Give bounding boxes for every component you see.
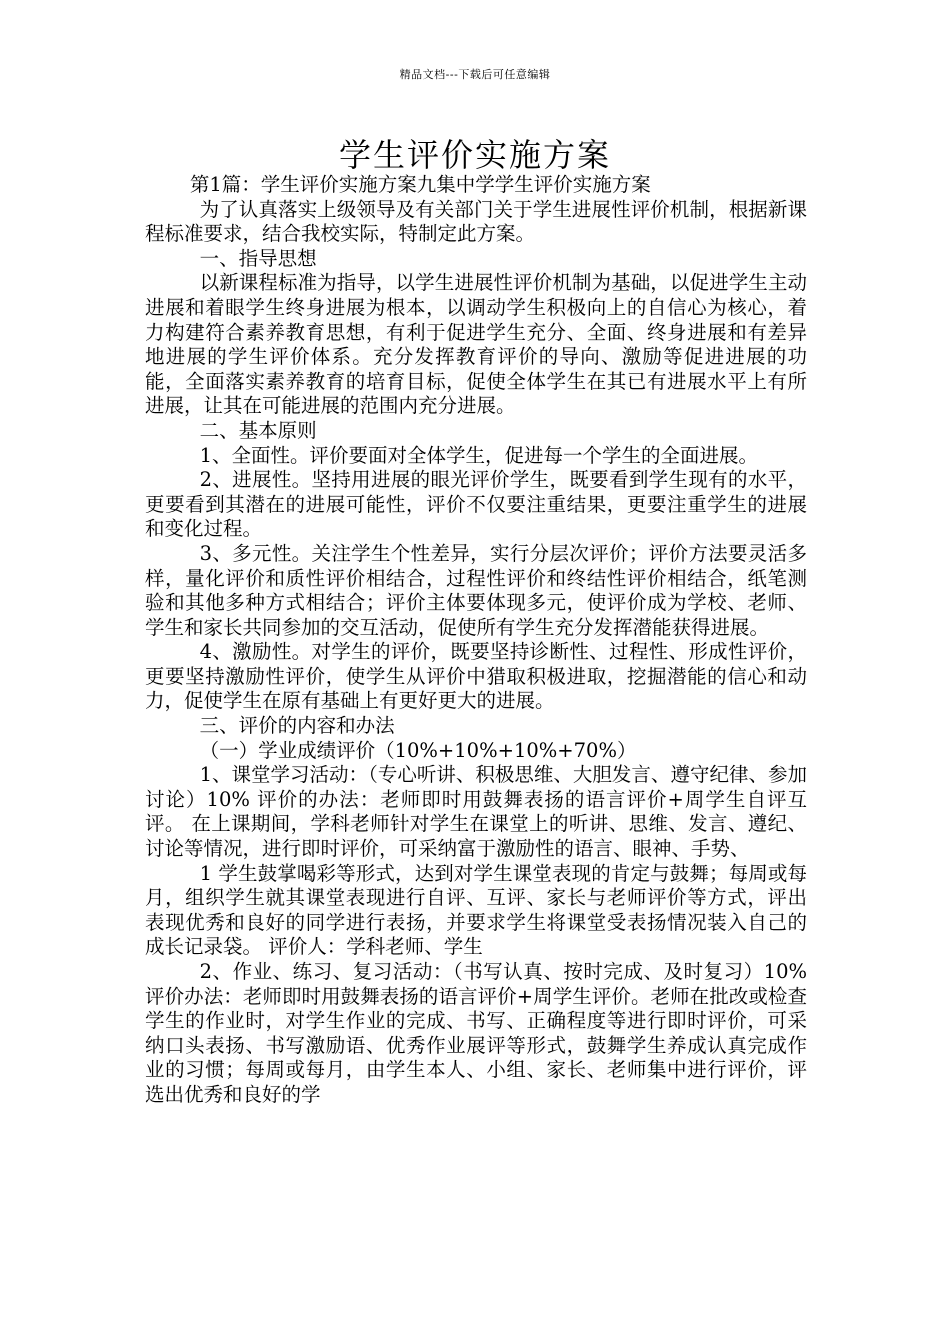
paragraph: 1、课堂学习活动：（专心听讲、积极思维、大胆发言、遵守纪律、参加讨论）10% 评价的办法：老师即时用鼓舞表扬的语言评价+周学生自评互评。 在上课期间，学科老师针对学生在课堂上的听讲、思维、发言、遵纪、讨论等情况，进行即时评价，可采纳富于激励性的语言、眼神、手势、 xyxy=(145,763,807,861)
subsection-heading: （一）学业成绩评价（10%+10%+10%+70%） xyxy=(199,738,637,762)
paragraph: 1 学生鼓掌喝彩等形式，达到对学生课堂表现的肯定与鼓舞；每周或每月，组织学生就其课堂表现进行自评、互评、家长与老师评价等方式，评出表现优秀和良好的同学进行表扬，并要求学生将课堂受表扬情况装入自己的成长记录袋。 评价人：学科老师、学生 xyxy=(145,861,807,959)
paragraph: 2、进展性。坚持用进展的眼光评价学生，既要看到学生现有的水平，更要看到其潜在的进展可能性，评价不仅要注重结果，更要注重学生的进展和变化过程。 xyxy=(145,468,807,541)
section-heading: 三、评价的内容和办法 xyxy=(199,714,395,738)
section-heading: 二、基本原则 xyxy=(199,418,317,442)
paragraph-subtitle: 第1篇：学生评价实施方案九集中学学生评价实施方案 xyxy=(189,173,651,196)
paragraph: 4、激励性。对学生的评价，既要坚持诊断性、过程性、形成性评价，更要坚持激励性评价，使学生从评价中猎取积极进取，挖掘潜能的信心和动力，促使学生在原有基础上有更好更大的进展。 xyxy=(145,640,807,713)
section-heading: 一、指导思想 xyxy=(199,246,317,270)
document-body xyxy=(145,173,807,1108)
paragraph: 1、全面性。评价要面对全体学生，促进每一个学生的全面进展。 xyxy=(199,443,759,467)
paragraph: 3、多元性。关注学生个性差异，实行分层次评价；评价方法要灵活多样，量化评价和质性评价相结合，过程性评价和终结性评价相结合，纸笔测验和其他多种方式相结合；评价主体要体现多元，使评价成为学校、老师、学生和家长共同参加的交互活动，促使所有学生充分发挥潜能获得进展。 xyxy=(145,541,807,639)
paragraph: 2、作业、练习、复习活动：（书写认真、按时完成、及时复习）10% 评价办法：老师即时用鼓舞表扬的语言评价+周学生评价。老师在批改或检查学生的作业时，对学生作业的完成、书写、正确程度等进行即时评价，可采纳口头表扬、书写激励语、优秀作业展评等形式，鼓舞学生养成认真完成作业的习惯；每周或每月，由学生本人、小组、家长、老师集中进行评价，评选出优秀和良好的学 xyxy=(145,960,807,1106)
paragraph: 以新课程标准为指导，以学生进展性评价机制为基础，以促进学生主动进展和着眼学生终身进展为根本，以调动学生积极向上的自信心为核心，着力构建符合素养教育思想，有利于促进学生充分、全面、终身进展和有差异地进展的学生评价体系。充分发挥教育评价的导向、激励等促进进展的功能，全面落实素养教育的培育目标，促使全体学生在其已有进展水平上有所进展，让其在可能进展的范围内充分进展。 xyxy=(145,271,807,418)
page-header: 精品文档---下载后可任意编辑 xyxy=(399,68,551,81)
paragraph: 为了认真落实上级领导及有关部门关于学生进展性评价机制，根据新课程标准要求，结合我校实际，特制定此方案。 xyxy=(145,197,807,246)
document-title: 学生评价实施方案 xyxy=(338,136,611,174)
